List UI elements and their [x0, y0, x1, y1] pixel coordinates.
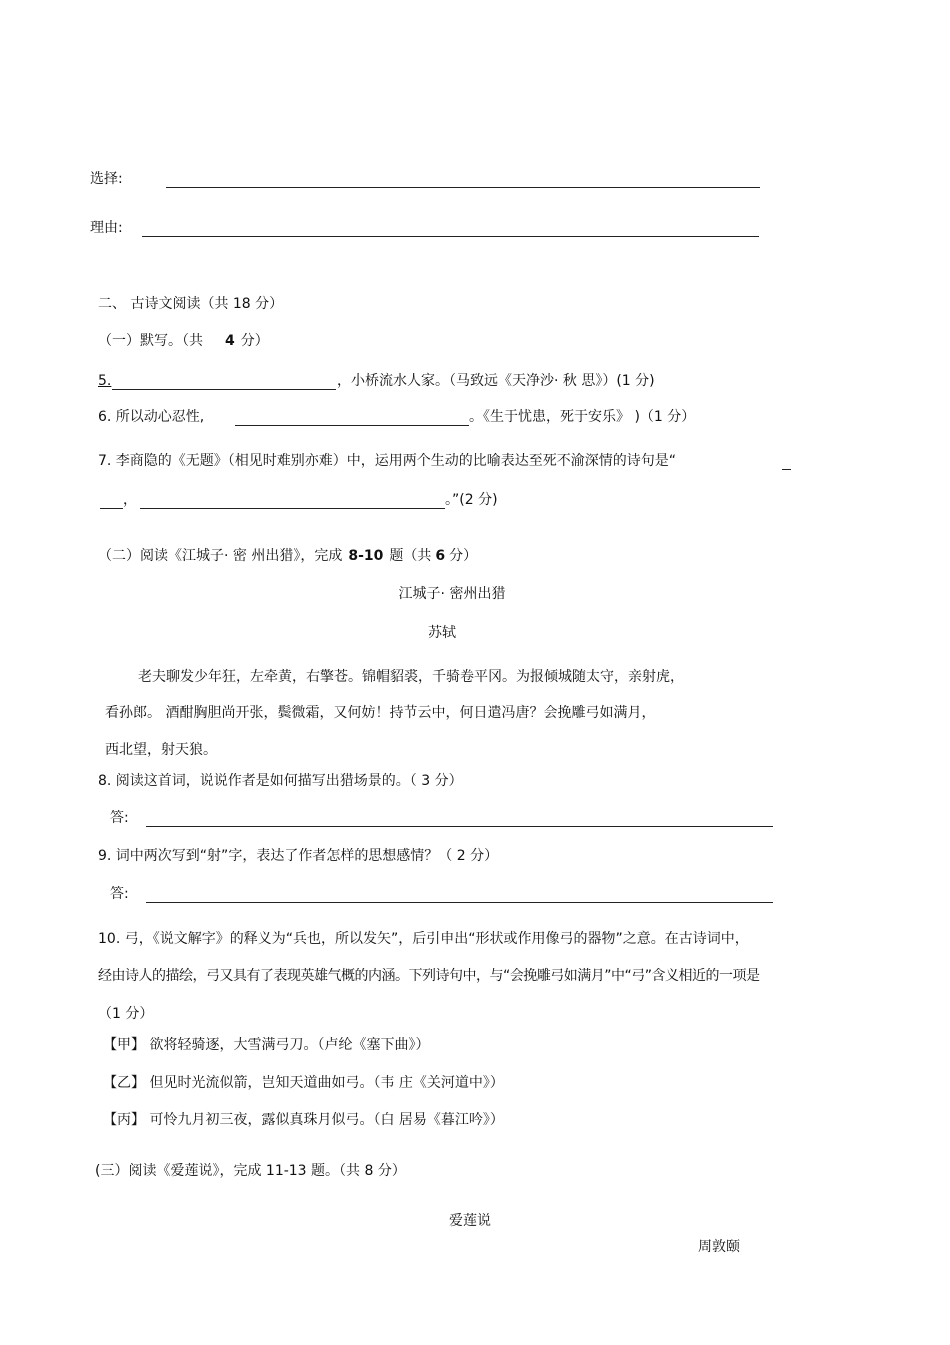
poem1-line-3: 西北望，射天狼。	[105, 742, 217, 758]
q8-text: 8. 阅读这首词，说说作者是如何描写出猎场景的。（ 3 分）	[98, 773, 463, 789]
q7-end: 。”(2 分)	[445, 492, 498, 508]
part2-heading: （二）阅读《江城子· 密 州出猎》，完成 8-10 题（共 6 分）	[98, 548, 478, 564]
poem1-author: 苏轼	[428, 625, 456, 641]
q6-answer-line[interactable]	[235, 425, 469, 426]
q9-answer-line[interactable]	[146, 902, 773, 903]
poem1-line-1: 老夫聊发少年狂，左牵黄，右擎苍。锦帽貂裘，千骑卷平冈。为报倾城随太守，亲射虎，	[138, 669, 684, 685]
q7-answer-line-1[interactable]	[100, 508, 123, 509]
q9-answer-label: 答:	[110, 886, 129, 902]
poem2-author: 周敦颐	[698, 1239, 740, 1255]
choice-answer-line[interactable]	[166, 187, 760, 188]
q5-number: 5.	[98, 373, 112, 389]
poem1-line-2: 看孙郎。 酒酣胸胆尚开张，鬓微霜，又何妨！持节云中，何日遣冯唐？会挽雕弓如满月，	[105, 705, 656, 721]
part1-heading: （一）默写。（共 4 分）	[98, 333, 269, 349]
q7-answer-line-2[interactable]	[140, 508, 445, 509]
q10-line-3: （1 分）	[98, 1006, 154, 1022]
q9-text: 9. 词中两次写到“射”字，表达了作者怎样的思想感情？（ 2 分）	[98, 848, 499, 864]
poem2-title: 爱莲说	[449, 1213, 491, 1229]
poem1-title: 江城子· 密州出猎	[398, 586, 506, 602]
section-heading: 二、 古诗文阅读（共 18 分）	[98, 296, 284, 312]
q10-line-2: 经由诗人的描绘，弓又具有了表现英雄气概的内涵。下列诗句中，与“会挽雕弓如满月”中“弓”含义相近的一项是	[98, 968, 760, 984]
q8-answer-label: 答:	[110, 810, 129, 826]
choice-label: 选择:	[90, 171, 123, 187]
part3-heading: (三）阅读《爱莲说》，完成 11-13 题。（共 8 分）	[95, 1163, 406, 1179]
q7-text: 7. 李商隐的《无题》（相见时难别亦难）中，运用两个生动的比喻表达至死不渝深情的诗句是“	[98, 453, 677, 469]
q7-answer-line-start[interactable]	[782, 469, 791, 470]
q10-option-c: 【丙】 可怜九月初三夜，露似真珠月似弓。（白 居易《暮江吟》）	[103, 1112, 504, 1128]
q10-option-b: 【乙】 但见时光流似箭，岂知天道曲如弓。（韦 庄《关河道中》）	[103, 1075, 504, 1091]
reason-answer-line[interactable]	[142, 236, 759, 237]
q6-text: 。《生于忧患，死于安乐》 )（1 分）	[469, 409, 696, 425]
q5-text: ，小桥流水人家。（马致远《天净沙· 秋 思》）(1 分)	[337, 373, 655, 389]
q10-line-1: 10. 弓，《说文解字》的释义为“兵也，所以发矢”，后引申出“形状或作用像弓的器物”之意。在古诗词中，	[98, 931, 749, 947]
q5-answer-line[interactable]	[112, 389, 336, 390]
q6-prefix: 6. 所以动心忍性,	[98, 409, 205, 425]
q7-separator: ，	[123, 492, 137, 508]
reason-label: 理由:	[90, 220, 123, 236]
q10-option-a: 【甲】 欲将轻骑逐，大雪满弓刀。（卢纶《塞下曲》）	[103, 1037, 430, 1053]
q8-answer-line[interactable]	[146, 826, 773, 827]
